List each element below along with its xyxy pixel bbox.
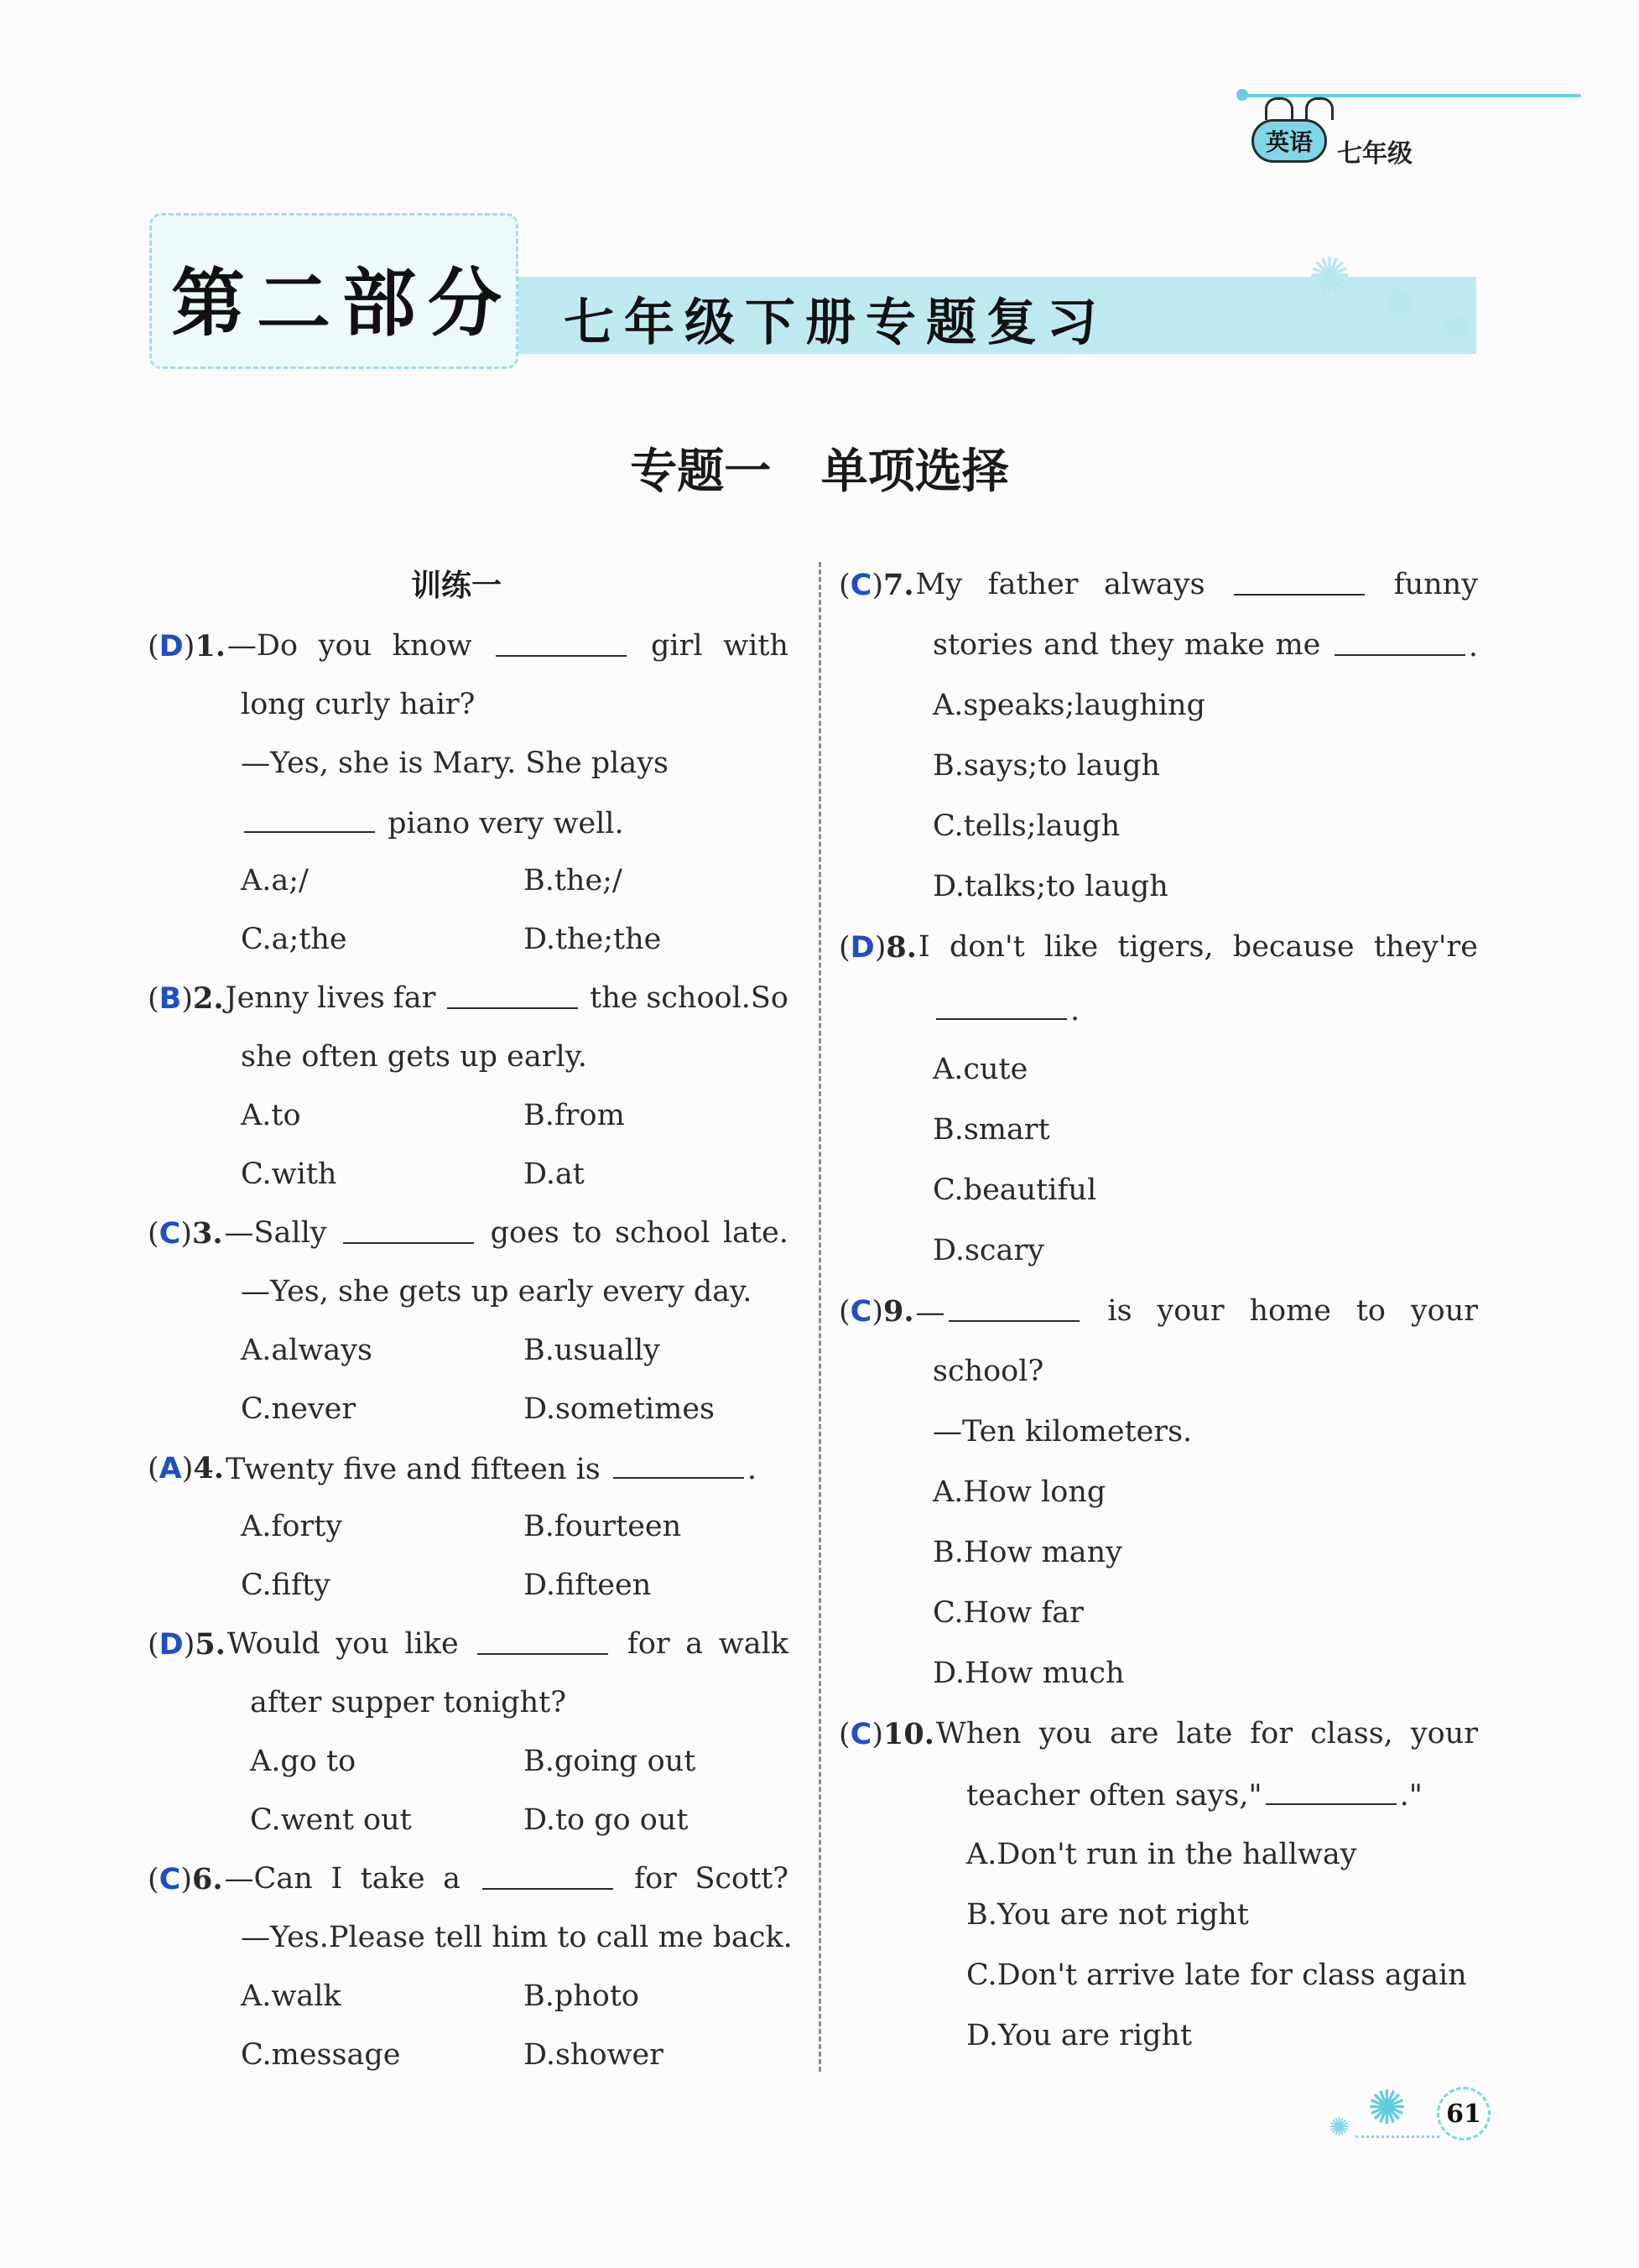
word: a [685,1627,704,1661]
answer-letter: C [850,1295,872,1329]
word: make [1184,628,1266,662]
word: — [916,1297,1083,1328]
question-line [148,1451,788,1486]
answer-blank [244,808,375,833]
word: —Sally [224,1216,327,1250]
option: D.the;the [523,923,662,956]
question-line: after supper tonight? [250,1686,566,1719]
option: D.fifteen [523,1568,652,1602]
option: B.going out [523,1745,696,1778]
word: you [1038,1717,1093,1750]
page-number: 61 [1437,2087,1491,2141]
question-line [839,930,1478,965]
answer-blank [1266,1780,1397,1805]
word: for [627,1627,670,1661]
question-line [148,981,788,1016]
question-line [839,1294,1478,1329]
word: home [1249,1294,1331,1328]
question-text: Twenty five and fifteen is . [225,1453,757,1486]
answer-blank [477,1630,608,1655]
answer-letter: D [159,630,184,663]
column-divider [819,562,821,2072]
word [492,632,630,663]
answer-letter: D [159,1628,184,1662]
question-line: —Yes, she is Mary. She plays [241,746,669,780]
option: B.How many [933,1536,1122,1569]
answer-mark: (D)1. [148,629,226,663]
question-text [225,981,788,1015]
word: walk [718,1627,788,1661]
answer-mark: (D)5. [148,1627,226,1662]
flower-decor-icon: ✺ [1329,2113,1350,2142]
option: A.Don't run in the hallway [966,1838,1357,1871]
answer-blank [936,995,1067,1020]
word: class, [1310,1717,1393,1750]
option: C.never [241,1392,356,1426]
flower-decor-icon: ✺ [1309,247,1351,306]
option: B.from [523,1099,625,1132]
question-line [148,629,788,663]
question-text [224,1216,788,1250]
answer-blank [447,984,578,1009]
word: know [392,629,472,663]
word: late. [722,1216,788,1250]
question-line: teacher often says," ." [966,1779,1423,1813]
question-line: piano very well. [241,808,624,839]
word: you [318,629,372,663]
question-line [839,570,1478,601]
question-line [148,1627,788,1662]
word: I [918,930,930,964]
word: your [1410,1717,1478,1750]
answer-mark: (C)7. [839,568,914,602]
answer-letter: C [850,569,872,602]
option: C.Don't arrive late for class again [966,1958,1467,1992]
option: B.smart [933,1113,1050,1147]
option: B.says;to laugh [933,749,1161,783]
question-line: she often gets up early. [241,1040,587,1074]
answer-blank [343,1219,474,1244]
option: B.usually [523,1334,660,1367]
word: like [404,1627,459,1661]
word: to [1355,1294,1386,1328]
option: C.How far [933,1596,1084,1630]
answer-blank [1234,570,1365,596]
word: they [1109,628,1174,662]
option: D.How much [933,1657,1125,1690]
question-text [226,1627,788,1661]
answer-mark: (C)10. [839,1717,934,1751]
option: B.photo [523,1979,640,2013]
question-line [839,1719,1478,1750]
word: Scott? [695,1862,788,1896]
question-line: school? [933,1355,1044,1388]
word: your [1157,1294,1225,1328]
word: late [1176,1717,1233,1750]
option: C.beautiful [933,1173,1097,1207]
option: D.at [523,1157,585,1191]
section-title: 训练一 [411,569,502,603]
flower-decor-icon: ✺ [1443,310,1471,348]
word: you [336,1627,389,1661]
answer-mark: (C)3. [148,1216,223,1251]
question-line [933,628,1478,663]
answer-mark: (C)9. [839,1294,914,1329]
option: A.to [241,1099,301,1132]
word: school [614,1216,710,1250]
topic-title: 专题一 单项选择 [630,444,1009,499]
word: I [330,1862,343,1896]
subject-badge: 英语 [1251,119,1327,163]
word: the [590,981,638,1015]
header-rule [1241,94,1581,97]
question-number: 8. [886,930,917,965]
question-text [916,570,1478,601]
word: —Can [224,1862,313,1896]
word: are [1110,1717,1159,1750]
question-line: —Yes, she gets up early every day. [241,1275,752,1308]
word: for [1250,1717,1293,1750]
word: Would [226,1627,320,1661]
question-text [915,1294,1478,1329]
answer-letter: C [159,1863,181,1896]
answer-letter: C [159,1217,181,1251]
word: like [1043,930,1099,964]
question-text [936,1719,1478,1750]
option: A.a;/ [241,864,309,897]
word [479,1865,617,1896]
word [444,984,581,1015]
option: C.message [241,2038,401,2072]
question-number: 10. [883,1717,934,1751]
question-number: 4. [193,1451,224,1485]
option: D.talks;to laugh [933,870,1168,903]
answer-blank [496,632,627,657]
option: D.scary [933,1234,1044,1267]
option: B.fourteen [523,1510,682,1543]
flower-decor-icon: ✺ [1384,282,1415,325]
question-line [148,1216,788,1251]
answer-letter: B [159,982,182,1016]
option: C.a;the [241,923,347,956]
word: your [1410,1294,1478,1328]
word: always [1104,568,1205,601]
part-subtitle: 七年级下册专题复习 [564,294,1107,352]
question-number: 7. [883,568,914,602]
word: with [723,629,788,663]
option: D.shower [523,2038,663,2072]
question-number: 9. [883,1294,914,1329]
answer-blank [482,1865,613,1890]
answer-blank [1335,631,1465,656]
question-line: —Yes.Please tell him to call me back. [241,1921,793,1954]
footer-dots [1355,2135,1439,2138]
word: they're [1373,930,1478,964]
badge-ring-right [1305,97,1334,120]
word: to [572,1216,602,1250]
answer-letter: C [850,1718,872,1751]
answer-letter: D [850,931,875,965]
option: A.walk [241,1979,341,2013]
word: goes [490,1216,559,1250]
option: C.went out [250,1803,412,1837]
word: stories [933,628,1033,662]
word: me [1275,628,1321,662]
answer-blank [949,1297,1080,1322]
word: tigers, [1117,930,1214,964]
word: girl [650,629,703,663]
word [340,1219,477,1250]
word: . [1331,631,1478,662]
option: A.forty [241,1510,342,1543]
question-line [148,1862,788,1896]
header-dot [1236,89,1248,101]
option: A.How long [933,1475,1106,1509]
grade-label: 七年级 [1337,139,1413,169]
part-title: 第二部分 [171,259,514,346]
word: and [1043,628,1099,662]
badge-ring-left [1265,97,1293,120]
option: A.always [241,1334,373,1367]
question-number: 2. [193,981,224,1016]
option: C.with [241,1157,337,1191]
option: D.You are right [966,2019,1193,2052]
answer-mark: (B)2. [148,981,224,1016]
option: A.speaks;laughing [933,689,1205,722]
question-number: 5. [195,1627,226,1662]
answer-mark: (D)8. [839,930,917,965]
option: D.to go out [523,1803,689,1837]
word: —Do [226,629,299,663]
word: father [987,568,1079,601]
word: for [634,1862,677,1896]
word: school.So [646,981,788,1015]
word: a [443,1862,460,1896]
option: D.sometimes [523,1392,715,1426]
word: lives [317,981,385,1015]
word: My [915,568,963,601]
question-text [918,930,1478,964]
word: When [935,1717,1022,1750]
question-line: long curly hair? [241,688,476,721]
word [474,1630,611,1661]
question-line: —Ten kilometers. [933,1415,1193,1449]
question-number: 1. [195,629,226,663]
word: Jenny [225,981,310,1015]
question-text [226,629,788,663]
option: B.the;/ [523,864,622,897]
word [1231,570,1368,601]
option: C.fifty [241,1568,330,1602]
word: funny [1393,568,1478,601]
word: is [1107,1294,1132,1328]
option: A.cute [933,1053,1028,1086]
flower-decor-icon: ✺ [1367,2081,1407,2135]
answer-mark: (C)6. [148,1862,223,1896]
word: take [360,1862,425,1896]
answer-mark: (A)4. [148,1451,224,1485]
option: A.go to [250,1745,356,1778]
answer-letter: A [159,1452,182,1485]
option: B.You are not right [966,1898,1249,1932]
question-line: . [933,995,1080,1026]
word: don't [949,930,1025,964]
question-text [224,1862,788,1896]
word: far [393,981,436,1015]
option: C.tells;laugh [933,809,1121,843]
question-number: 6. [192,1862,223,1896]
answer-blank [613,1454,744,1479]
question-number: 3. [192,1216,223,1251]
word: because [1232,930,1355,964]
